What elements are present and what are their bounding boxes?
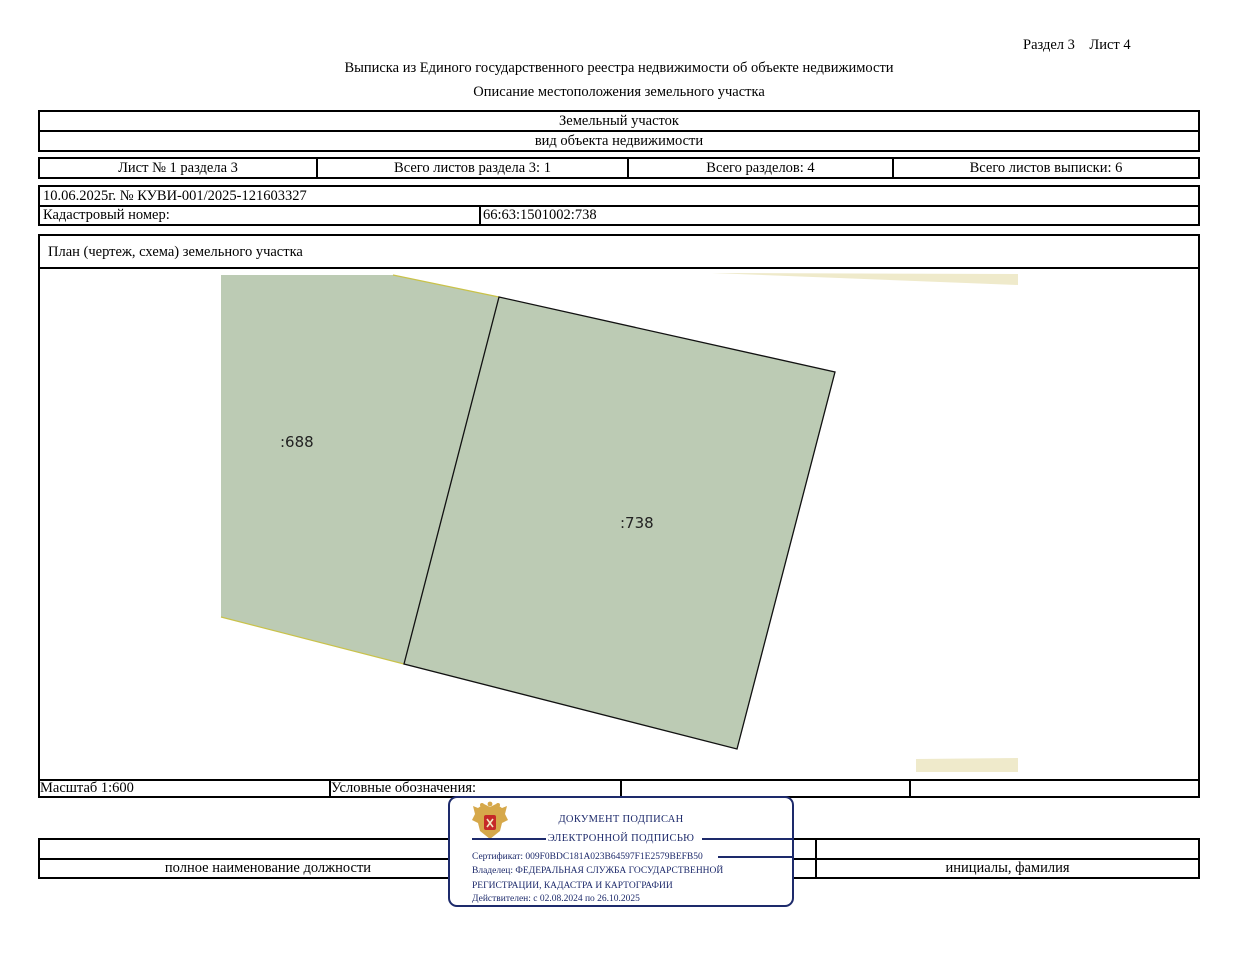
stamp-valid: Действителен: с 02.08.2024 по 26.10.2025 xyxy=(472,894,640,904)
stamp-line1: ДОКУМЕНТ ПОДПИСАН xyxy=(558,814,684,825)
section-label: Раздел 3 xyxy=(1023,37,1075,53)
object-type: Земельный участок xyxy=(559,113,679,129)
name-caption: инициалы, фамилия xyxy=(945,860,1070,876)
road-strip-bottom xyxy=(916,758,1018,772)
road-strip-top xyxy=(712,273,1018,285)
parcel-neighbor-label: :688 xyxy=(280,433,314,451)
stamp-divider-right xyxy=(702,838,792,840)
sheet-label: Лист 4 xyxy=(1089,37,1131,53)
parcel-main-label: :738 xyxy=(620,514,654,532)
stamp-divider-left xyxy=(472,838,546,840)
date-number: 10.06.2025г. № КУВИ-001/2025-121603327 xyxy=(43,188,307,204)
document-subtitle: Описание местоположения земельного участка xyxy=(473,84,765,100)
scale-label: Масштаб 1:600 xyxy=(40,780,134,796)
plan-title: План (чертеж, схема) земельного участка xyxy=(48,243,303,260)
stamp-owner-line2: РЕГИСТРАЦИИ, КАДАСТРА И КАРТОГРАФИИ xyxy=(472,881,673,891)
total-sections: Всего разделов: 4 xyxy=(706,159,815,176)
stamp-divider-mid xyxy=(718,856,792,858)
sheet-of-section: Лист № 1 раздела 3 xyxy=(118,159,238,176)
stamp-owner-line1: Владелец: ФЕДЕРАЛЬНАЯ СЛУЖБА ГОСУДАРСТВЕННОЙ xyxy=(472,866,724,876)
total-sheets-extract: Всего листов выписки: 6 xyxy=(969,159,1123,176)
stamp-line2: ЭЛЕКТРОННОЙ ПОДПИСЬЮ xyxy=(547,833,695,844)
e-signature-stamp xyxy=(448,796,794,907)
cadastral-label: Кадастровый номер: xyxy=(43,207,170,223)
document-title: Выписка из Единого государственного реестра недвижимости об объекте недвижимости xyxy=(344,60,894,76)
stamp-certificate: Сертификат: 009F0BDC181A023B64597F1E2579BEFB50 xyxy=(472,852,703,862)
object-type-caption: вид объекта недвижимости xyxy=(534,132,704,149)
position-caption: полное наименование должности xyxy=(164,860,372,876)
legend-label: Условные обозначения: xyxy=(331,780,477,796)
total-sheets-section: Всего листов раздела 3: 1 xyxy=(394,159,551,176)
cadastral-number: 66:63:1501002:738 xyxy=(483,207,597,223)
